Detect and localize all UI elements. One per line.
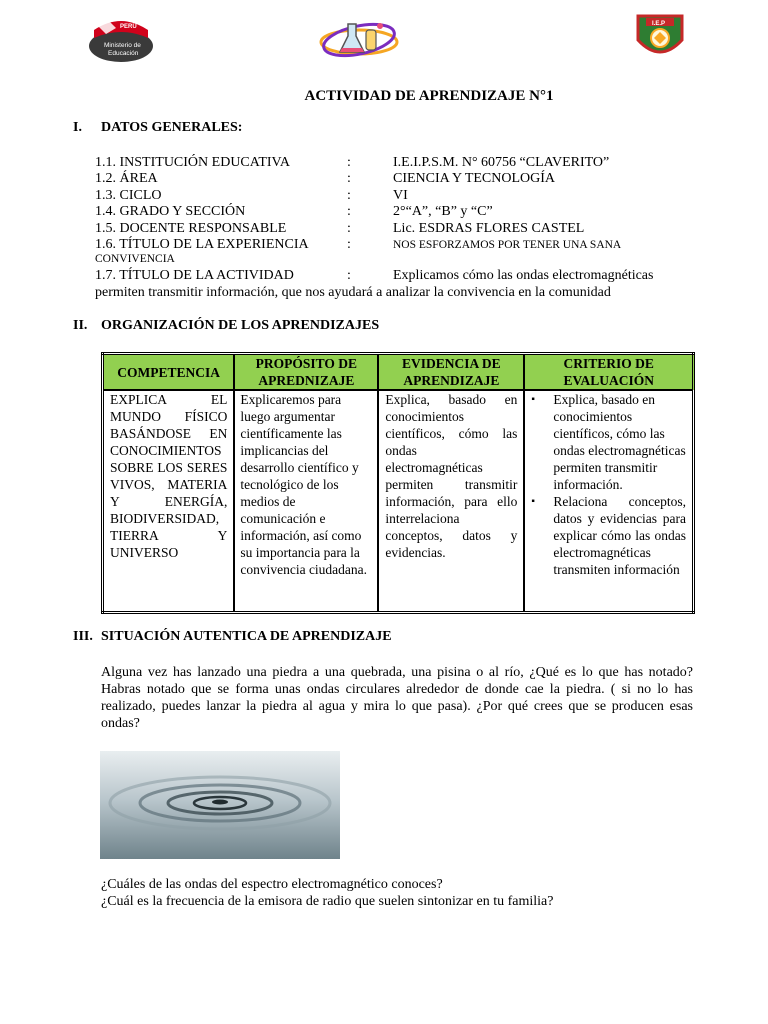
data-row-actividad: 1.7. TÍTULO DE LA ACTIVIDAD : Explicamos cómo las ondas electromagnéticas <box>95 268 654 283</box>
situation-paragraph: Alguna vez has lanzado una piedra a una quebrada, una pisina o al río, ¿Qué es lo que has notado? Habras notado que se forma unas ondas circulares alrededor de donde cae la piedra. ( si no lo has realizado, puedes lanzar la piedra al agua y mira lo que pasa). ¿Por qué crees que se producen esas ondas? <box>101 665 693 731</box>
svg-text:I.E.P: I.E.P <box>652 21 666 27</box>
water-ripple-image <box>100 751 340 859</box>
section-3-heading: III. SITUACIÓN AUTENTICA DE APRENDIZAJE <box>73 629 392 644</box>
learning-organization-table <box>101 352 695 614</box>
cell-proposito: Explicaremos para luego argumentar científicamente las implicancias del desarrollo científico y tecnológico de los medios de comunicación e información, así como su importancia para la convivencia ciudadana. <box>234 390 378 613</box>
question-1: ¿Cuáles de las ondas del espectro electromagnético conoces? <box>101 877 443 892</box>
criterio-item: ▪ Explica, basado en conocimientos científicos, cómo las ondas electromagnéticas permiten transmitir información. <box>553 391 686 493</box>
question-2: ¿Cuál es la frecuencia de la emisora de radio que suelen sintonizar en tu familia? <box>101 894 554 909</box>
svg-text:Educación: Educación <box>108 50 139 57</box>
data-row-experiencia: 1.6. TÍTULO DE LA EXPERIENCIA : NOS ESFORZAMOS POR TENER UNA SANA <box>95 237 622 252</box>
data-row-experiencia-cont: CONVIVENCIA <box>95 253 175 265</box>
header-criterio: CRITERIO DE EVALUACIÓN <box>524 354 693 391</box>
table-header-row <box>103 354 694 391</box>
science-flask-logo <box>318 18 400 62</box>
criterio-item: ▪ Relaciona conceptos, datos y evidencias para explicar cómo las ondas electromagnéticas transmiten información <box>553 493 686 578</box>
header-competencia: COMPETENCIA <box>103 354 235 391</box>
cell-evidencia: Explica, basado en conocimientos científicos, cómo las ondas electromagnéticas permiten transmitir información, para ello interrelaciona conceptos, datos y evidencias. <box>378 390 524 613</box>
header-evidencia: EVIDENCIA DE APRENDIZAJE <box>378 354 524 391</box>
ministerio-educacion-logo <box>88 16 154 62</box>
data-row-ciclo: 1.3. CICLO : VI <box>95 188 408 203</box>
document-title: ACTIVIDAD DE APRENDIZAJE N°1 <box>304 88 554 104</box>
data-row-grado: 1.4. GRADO Y SECCIÓN : 2°“A”, “B” y “C” <box>95 204 493 219</box>
svg-text:PERÚ: PERÚ <box>120 24 137 30</box>
svg-text:Ministerio de: Ministerio de <box>104 42 141 49</box>
cell-competencia: EXPLICA EL MUNDO FÍSICO BASÁNDOSE EN CONOCIMIENTOS SOBRE LOS SERES VIVOS, MATERIA Y ENERGÍA, BIODIVERSIDAD, TIERRA Y UNIVERSO <box>103 390 235 613</box>
data-row-docente: 1.5. DOCENTE RESPONSABLE : Lic. ESDRAS FLORES CASTEL <box>95 221 585 236</box>
data-row-actividad-cont: permiten transmitir información, que nos ayudará a analizar la convivencia en la comunidad <box>95 285 611 300</box>
header-proposito: PROPÓSITO DE APREDNIZAJE <box>234 354 378 391</box>
data-row-institucion: 1.1. INSTITUCIÓN EDUCATIVA : I.E.I.P.S.M. N° 60756 “CLAVERITO” <box>95 155 610 170</box>
school-crest-logo <box>634 12 686 62</box>
table-row <box>103 390 694 613</box>
cell-criterio <box>524 390 693 613</box>
data-row-area: 1.2. ÁREA : CIENCIA Y TECNOLOGÍA <box>95 171 556 186</box>
section-1-heading: I. DATOS GENERALES: <box>73 120 243 135</box>
section-2-heading: II. ORGANIZACIÓN DE LOS APRENDIZAJES <box>73 318 380 333</box>
